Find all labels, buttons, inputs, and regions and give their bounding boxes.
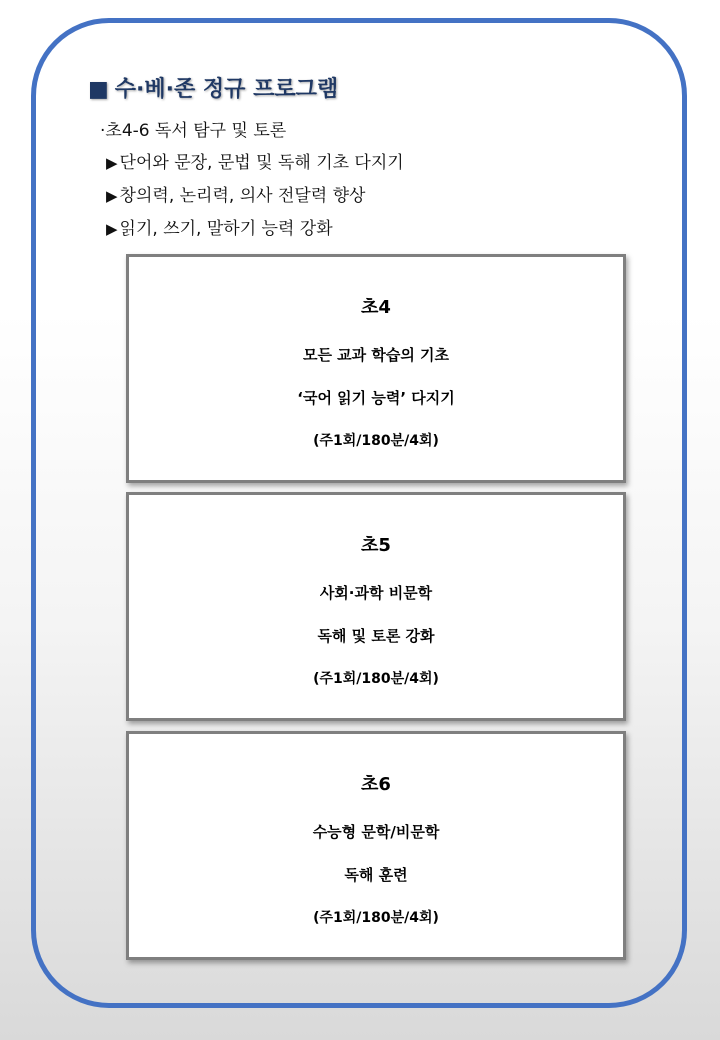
- program-card-grade6: [126, 731, 626, 960]
- program-description: 독해 훈련: [344, 866, 408, 884]
- square-bullet-icon: ■: [88, 77, 109, 102]
- list-item-text: 단어와 문장, 문법 및 독해 기초 다지기: [119, 153, 404, 173]
- program-grade: 초4: [361, 297, 391, 318]
- program-grade: 초6: [361, 774, 391, 795]
- triangle-bullet-icon: ▶: [106, 220, 118, 238]
- program-description: ‘국어 읽기 능력’ 다지기: [297, 389, 455, 407]
- program-description: 독해 및 토론 강화: [317, 627, 435, 645]
- program-schedule: (주1회/180분/4회): [313, 433, 439, 449]
- list-item-text: 창의력, 논리력, 의사 전달력 향상: [119, 186, 366, 206]
- triangle-bullet-icon: ▶: [106, 187, 118, 205]
- list-item: [106, 181, 365, 206]
- list-item: [106, 214, 333, 239]
- intro-line: ·초4-6 독서 탐구 및 토론: [100, 121, 287, 141]
- program-card-grade4: [126, 254, 626, 483]
- program-schedule: (주1회/180분/4회): [313, 671, 439, 687]
- program-description: 사회·과학 비문학: [319, 584, 433, 602]
- list-item: [106, 148, 404, 173]
- program-description: 모든 교과 학습의 기초: [302, 346, 450, 364]
- program-schedule: (주1회/180분/4회): [313, 910, 439, 926]
- page-title: [88, 72, 338, 103]
- triangle-bullet-icon: ▶: [106, 154, 118, 172]
- program-grade: 초5: [361, 535, 391, 556]
- program-description: 수능형 문학/비문학: [312, 823, 440, 841]
- program-card-grade5: [126, 492, 626, 721]
- list-item-text: 읽기, 쓰기, 말하기 능력 강화: [119, 219, 333, 239]
- page-title-text: 수·베·존 정규 프로그램: [114, 77, 339, 102]
